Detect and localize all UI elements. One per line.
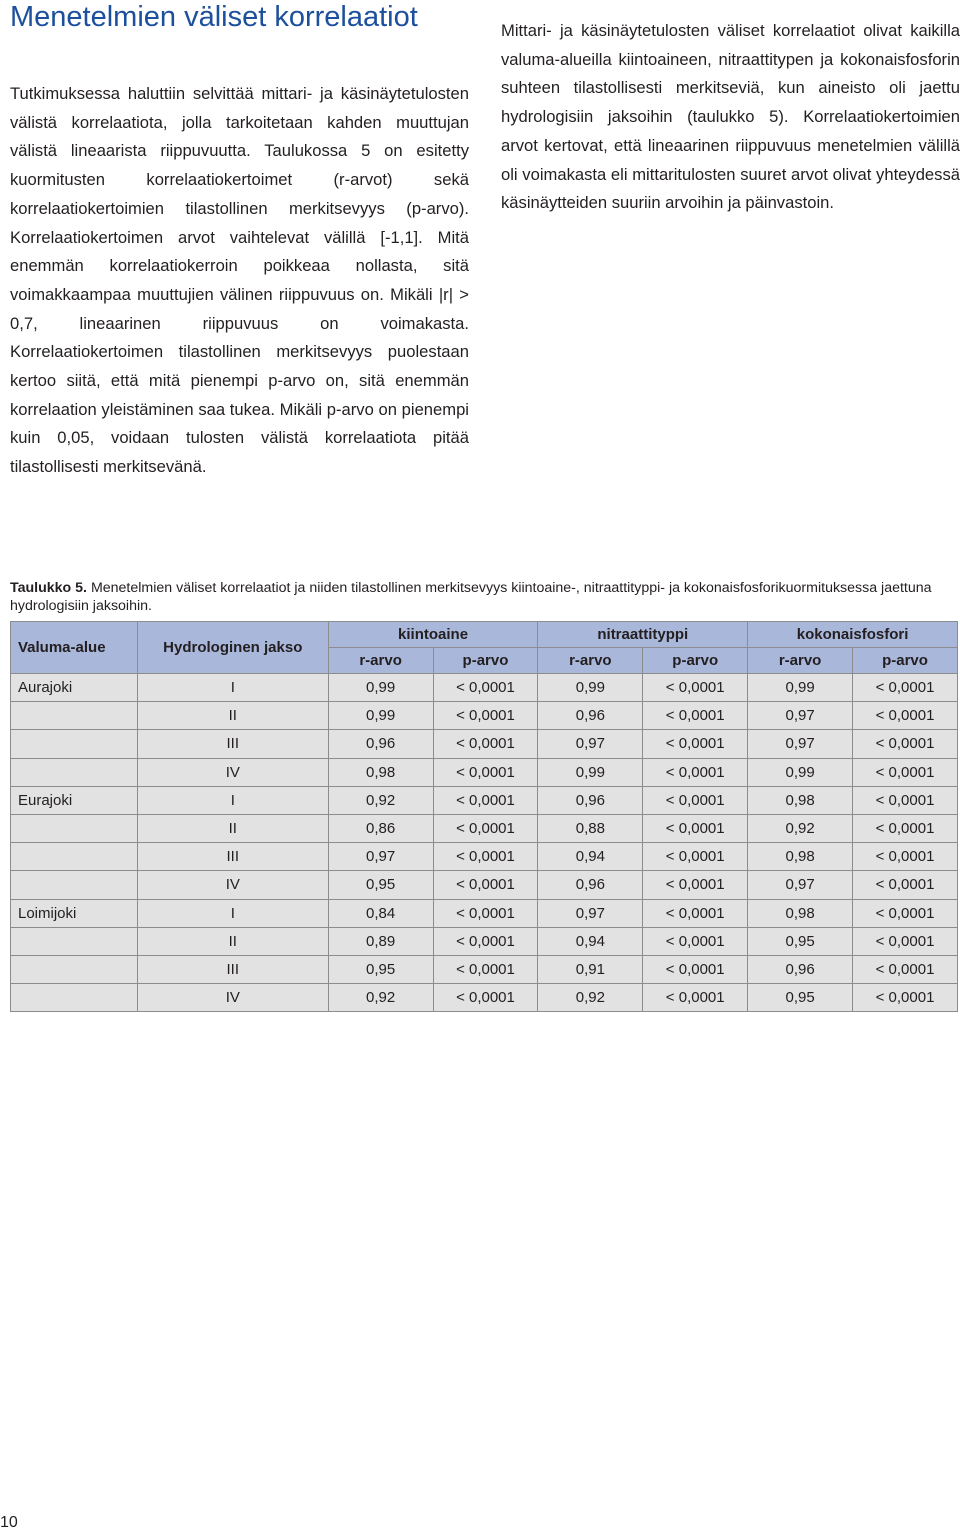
cell-period: II [137,814,328,842]
table-cell: 0,98 [748,843,853,871]
table-cell: < 0,0001 [433,871,538,899]
cell-area [11,984,138,1012]
table-cell: 0,89 [328,927,433,955]
table-cell: < 0,0001 [853,927,958,955]
paragraph: Mittari- ja käsinäytetulosten väliset korrelaatiot olivat kaikilla valuma-alueilla kiintoaineen, nitraattitypen ja kokonaisfosforin suhteen tilastollisesti merkitseviä, kun aineisto oli jaettu hydrologisiin jaksoihin (taulukko 5). Korrelaatiokertoimien arvot kertovat, että lineaarinen riippuvuus menetelmien välillä oli voimakasta eli mittaritulosten suuret arvot olivat yhteydessä käsinäytteiden suuriin arvoihin ja päinvastoin. [501,21,960,213]
header-group: kokonaisfosfori [748,622,958,648]
table-row [11,927,958,955]
table-cell: < 0,0001 [643,786,748,814]
table-cell: < 0,0001 [643,955,748,983]
table-cell: < 0,0001 [643,899,748,927]
table-cell: 0,91 [538,955,643,983]
text-column-left [10,80,469,482]
table-cell: 0,95 [748,984,853,1012]
table-cell: 0,99 [328,702,433,730]
table-cell: 0,98 [328,758,433,786]
header-subcolumn: p-arvo [433,648,538,674]
table-row [11,814,958,842]
cell-area: Loimijoki [11,899,138,927]
table-cell: 0,98 [748,786,853,814]
text-column-right [501,17,960,218]
table-cell: 0,97 [748,871,853,899]
table-cell: < 0,0001 [433,702,538,730]
table-cell: 0,97 [328,843,433,871]
table-cell: < 0,0001 [643,871,748,899]
cell-period: III [137,955,328,983]
table-cell: < 0,0001 [433,955,538,983]
cell-period: IV [137,758,328,786]
table-cell: 0,97 [538,899,643,927]
table-caption [10,579,950,615]
table-cell: 0,92 [328,984,433,1012]
page-title: Menetelmien väliset korrelaatiot [10,1,418,33]
cell-period: III [137,730,328,758]
table-row [11,758,958,786]
table-cell: 0,96 [538,702,643,730]
table-row [11,786,958,814]
table-cell: < 0,0001 [433,730,538,758]
table-row [11,843,958,871]
cell-area [11,814,138,842]
cell-period: I [137,786,328,814]
table-cell: < 0,0001 [643,702,748,730]
table-cell: 0,94 [538,927,643,955]
header-subcolumn: r-arvo [748,648,853,674]
cell-period: II [137,927,328,955]
header-area: Valuma-alue [11,622,138,674]
table-cell: 0,96 [328,730,433,758]
cell-area [11,702,138,730]
table-cell: < 0,0001 [643,674,748,702]
table-cell: 0,94 [538,843,643,871]
table-body [11,674,958,1012]
header-period: Hydrologinen jakso [137,622,328,674]
cell-area: Eurajoki [11,786,138,814]
cell-area [11,927,138,955]
header-subcolumn: r-arvo [538,648,643,674]
table-cell: < 0,0001 [853,843,958,871]
table-cell: 0,97 [538,730,643,758]
table-cell: < 0,0001 [853,899,958,927]
table-cell: < 0,0001 [853,955,958,983]
table-caption-label: Taulukko 5. [10,580,87,596]
table-cell: 0,99 [538,674,643,702]
table-cell: 0,98 [748,899,853,927]
table-cell: < 0,0001 [433,899,538,927]
cell-area [11,955,138,983]
page-number: 10 [0,1514,18,1531]
table-cell: < 0,0001 [643,814,748,842]
table-cell: 0,84 [328,899,433,927]
table-row [11,702,958,730]
table-cell: < 0,0001 [853,786,958,814]
header-group: nitraattityppi [538,622,748,648]
table-cell: 0,96 [538,871,643,899]
table-cell: < 0,0001 [643,843,748,871]
table-cell: < 0,0001 [433,814,538,842]
correlation-table [10,621,958,1012]
cell-period: III [137,843,328,871]
table-cell: < 0,0001 [853,730,958,758]
cell-period: II [137,702,328,730]
table-row [11,984,958,1012]
table-cell: 0,95 [328,871,433,899]
table-cell: < 0,0001 [853,758,958,786]
table-row [11,955,958,983]
table-cell: 0,99 [538,758,643,786]
cell-area: Aurajoki [11,674,138,702]
table-cell: < 0,0001 [853,871,958,899]
table-cell: < 0,0001 [643,984,748,1012]
table-cell: < 0,0001 [433,674,538,702]
table-cell: < 0,0001 [643,927,748,955]
cell-period: IV [137,984,328,1012]
cell-area [11,843,138,871]
table-cell: 0,88 [538,814,643,842]
table-cell: < 0,0001 [853,984,958,1012]
header-group: kiintoaine [328,622,538,648]
table-cell: < 0,0001 [433,843,538,871]
table-cell: < 0,0001 [643,758,748,786]
cell-area [11,758,138,786]
cell-period: IV [137,871,328,899]
table-cell: 0,92 [538,984,643,1012]
table-cell: < 0,0001 [433,984,538,1012]
table-cell: < 0,0001 [433,927,538,955]
header-subcolumn: r-arvo [328,648,433,674]
table-cell: 0,92 [328,786,433,814]
table-cell: 0,97 [748,702,853,730]
table-cell: < 0,0001 [643,730,748,758]
table-cell: < 0,0001 [433,786,538,814]
cell-period: I [137,899,328,927]
header-subcolumn: p-arvo [643,648,748,674]
table-cell: 0,99 [328,674,433,702]
header-subcolumn: p-arvo [853,648,958,674]
table-cell: 0,96 [538,786,643,814]
table-cell: 0,92 [748,814,853,842]
table-row [11,674,958,702]
cell-area [11,871,138,899]
table-cell: 0,99 [748,674,853,702]
table-cell: < 0,0001 [853,702,958,730]
cell-period: I [137,674,328,702]
cell-area [11,730,138,758]
table-cell: 0,86 [328,814,433,842]
table-cell: 0,95 [328,955,433,983]
table-row [11,899,958,927]
table-cell: 0,99 [748,758,853,786]
table-cell: < 0,0001 [853,674,958,702]
table-cell: < 0,0001 [853,814,958,842]
table-cell: 0,97 [748,730,853,758]
table-cell: 0,95 [748,927,853,955]
table-cell: 0,96 [748,955,853,983]
table-row [11,871,958,899]
table-row [11,730,958,758]
table-cell: < 0,0001 [433,758,538,786]
table-caption-text: Menetelmien väliset korrelaatiot ja niiden tilastollinen merkitsevyys kiintoaine-, nitraattityppi- ja kokonaisfosforikuormituksessa jaettuna hydrologisiin jaksoihin. [10,580,932,614]
paragraph: Tutkimuksessa haluttiin selvittää mittari- ja käsinäytetulosten välistä korrelaatiota, jolla tarkoitetaan kahden muuttujan välistä lineaarista riippuvuutta. Taulukossa 5 on esitetty kuormitusten korrelaatiokertoimet (r-arvot) sekä korrelaatiokertoimien tilastollinen merkitsevyys (p-arvo). Korrelaatiokertoimen arvot vaihtelevat välillä [-1,1]. Mitä enemmän korrelaatiokerroin poikkeaa nollasta, sitä voimakkaampaa muuttujien välinen riippuvuus on. Mikäli |r| > 0,7, lineaarinen riippuvuus on voimakasta. Korrelaatiokertoimen tilastollinen merkitsevyys puolestaan kertoo siitä, että mitä pienempi p-arvo on, sitä enemmän korrelaation yleistäminen saa tukea. Mikäli p-arvo on pienempi kuin 0,05, voidaan tulosten välistä korrelaatiota pitää tilastollisesti merkitsevänä. [10,84,469,477]
